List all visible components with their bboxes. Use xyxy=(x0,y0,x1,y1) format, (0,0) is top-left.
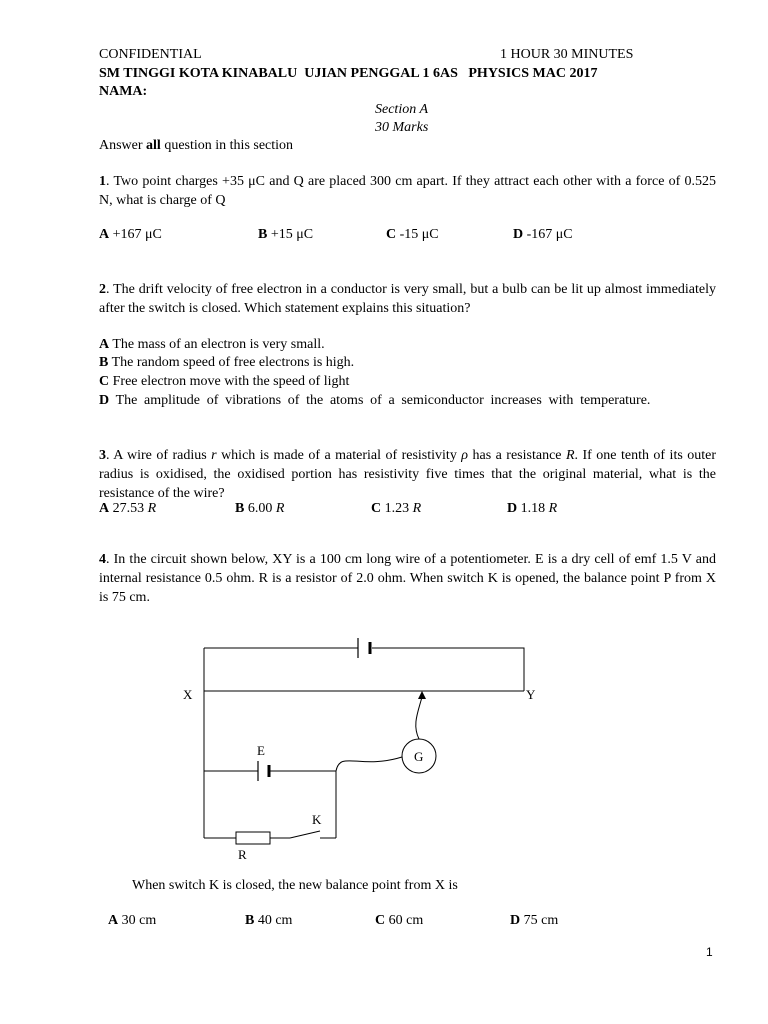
label-k: K xyxy=(312,812,322,827)
jockey-arrowhead xyxy=(418,691,426,699)
label-y: Y xyxy=(526,687,536,702)
q4-option-b: B 40 cm xyxy=(245,913,293,928)
page-number: 1 xyxy=(706,945,713,959)
q3-option-d: D 1.18 R xyxy=(507,501,558,516)
galvanometer-lead xyxy=(336,757,402,771)
q2-option-c: C Free electron move with the speed of light xyxy=(99,374,350,389)
label-r: R xyxy=(238,847,247,862)
label-x: X xyxy=(183,687,193,702)
question-4: 4. In the circuit shown below, XY is a 100 cm long wire of a potentiometer. E is a dry cell of emf 1.5 V and internal resistance 0.5 ohm. R is a resistor of 2.0 ohm. When switch K is opened, the balance point P from X is 75 cm. xyxy=(99,552,716,605)
q1-option-c: C -15 μC xyxy=(386,227,439,242)
q3-option-b: B 6.00 R xyxy=(235,501,285,516)
instruction: Answer all question in this section xyxy=(99,138,294,153)
q4-option-c: C 60 cm xyxy=(375,913,424,928)
q4-option-d: D 75 cm xyxy=(510,913,559,928)
confidential-label: CONFIDENTIAL xyxy=(99,47,202,62)
jockey-lead xyxy=(416,697,422,739)
question-1: 1. Two point charges +35 μC and Q are placed 300 cm apart. If they attract each other with a force of 0.525 N, what is charge of Q xyxy=(99,174,716,208)
section-marks: 30 Marks xyxy=(375,120,429,135)
duration-label: 1 HOUR 30 MINUTES xyxy=(500,47,634,62)
switch-k-blade xyxy=(290,831,320,838)
question-2: 2. The drift velocity of free electron in a conductor is very small, but a bulb can be lit up almost immediately after the switch is closed. Which statement explains this situation? xyxy=(99,282,716,316)
question-4-followup: When switch K is closed, the new balance point from X is xyxy=(132,878,458,893)
q3-option-c: C 1.23 R xyxy=(371,501,422,516)
question-3: 3. A wire of radius r which is made of a material of resistivity ρ has a resistance R. If one tenth of its outer radius is oxidised, the oxidised portion has resistivity five times that the original material, what is the resistance of the wire? xyxy=(99,448,717,501)
driver-wire-right xyxy=(372,648,524,691)
q2-option-d: D The amplitude of vibrations of the atoms of a semiconductor increases with temperature. xyxy=(99,393,651,408)
section-title: Section A xyxy=(375,102,429,117)
q1-option-a: A +167 μC xyxy=(99,227,162,242)
q2-option-a: A The mass of an electron is very small. xyxy=(99,337,325,352)
name-label: NAMA: xyxy=(99,84,148,99)
label-e: E xyxy=(257,743,265,758)
school-exam-line: SM TINGGI KOTA KINABALU UJIAN PENGGAL 1 6AS PHYSICS MAC 2017 xyxy=(99,66,598,81)
q2-option-b: B The random speed of free electrons is high. xyxy=(99,355,355,370)
q4-option-a: A 30 cm xyxy=(108,913,157,928)
q3-option-a: A 27.53 R xyxy=(99,501,157,516)
resistor-r xyxy=(236,832,270,844)
q1-option-b: B +15 μC xyxy=(258,227,314,242)
label-g: G xyxy=(414,749,424,764)
q1-option-d: D -167 μC xyxy=(513,227,573,242)
